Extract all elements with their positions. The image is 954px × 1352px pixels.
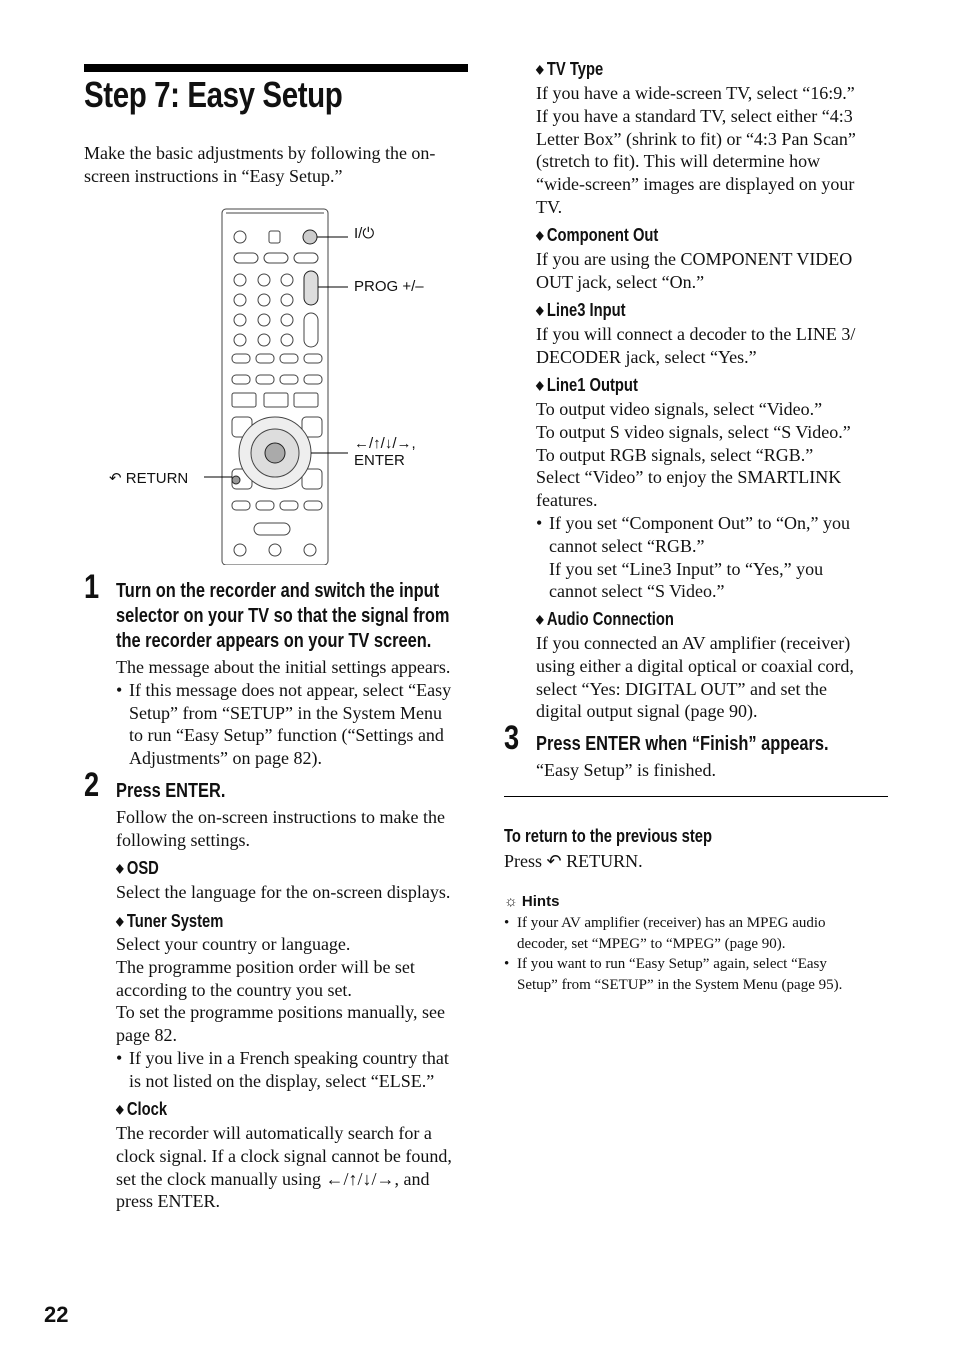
line1-bullet — [536, 512, 896, 603]
page-number: 22 — [44, 1302, 69, 1327]
line1-line: features. — [536, 490, 598, 511]
return-icon: ↶ — [109, 470, 122, 487]
component-line: OUT jack, select “On.” — [536, 271, 705, 292]
bullet-line: cannot select “S Video.” — [549, 581, 725, 602]
tvtype-line: (stretch to fit). This will determine how — [536, 151, 821, 172]
line3-line: If you will connect a decoder to the LINE 3/ — [536, 324, 856, 344]
line3-line: DECODER jack, select “Yes.” — [536, 346, 757, 367]
hints-heading — [504, 893, 559, 910]
tuner-line: Select your country or language. — [116, 934, 351, 954]
component-line: If you are using the COMPONENT VIDEO — [536, 249, 853, 269]
clock-line: clock signal. If a clock signal cannot be found, — [116, 1145, 452, 1166]
bullet-line: Setup” from “SETUP” in the System Menu — [129, 702, 442, 723]
step3-heading: Press ENTER when “Finish” appears. — [536, 733, 829, 755]
line1-line: To output video signals, select “Video.” — [536, 399, 823, 419]
tuner-bullet — [116, 1047, 476, 1093]
line1-line: Select “Video” to enjoy the SMARTLINK — [536, 467, 842, 488]
tvtype-line: Letter Box” (shrink to fit) or “4:3 Pan Scan” — [536, 128, 856, 149]
intro-paragraph: Make the basic adjustments by following the on-screen instructions in “Easy Setup.” — [84, 143, 436, 186]
step1-heading-line: selector on your TV so that the signal from — [116, 605, 450, 627]
osd-text: Select the language for the on-screen displays. — [116, 882, 451, 902]
step2-body — [116, 806, 476, 852]
diamond-icon: ◆ — [536, 303, 544, 317]
tvtype-line: If you have a wide-screen TV, select “16:9.” — [536, 83, 855, 103]
component-body — [536, 248, 896, 294]
step1-heading-line: Turn on the recorder and switch the input — [116, 580, 440, 602]
diamond-icon: ◆ — [536, 612, 544, 626]
hints-title: Hints — [521, 893, 560, 910]
prog-button-label: PROG +/– — [354, 278, 424, 295]
step1-text: The message about the initial settings appears. — [116, 657, 451, 677]
line3-body — [536, 323, 896, 369]
return-text-after: RETURN. — [566, 851, 643, 871]
diamond-icon: ◆ — [536, 378, 544, 392]
hint-line: Setup” from “SETUP” in the System Menu (page 95). — [517, 976, 843, 993]
step-number-3: 3 — [504, 719, 520, 757]
clock-line: set the clock manually using ←/↑/↓/→, and — [116, 1168, 430, 1189]
line1-line: To output RGB signals, select “RGB.” — [536, 444, 814, 465]
tuner-line: The programme position order will be set — [116, 956, 415, 977]
tuner-heading — [116, 910, 223, 932]
bullet-line: is not listed on the display, select “ELSE.” — [129, 1070, 435, 1091]
step2-heading: Press ENTER. — [116, 780, 226, 802]
step1-heading — [116, 579, 450, 654]
audio-line: using either a digital optical or coaxial cord, — [536, 655, 854, 676]
hint-item — [504, 913, 888, 954]
return-icon: ↶ — [546, 851, 562, 871]
bullet-line: to run “Easy Setup” function (“Settings and — [129, 725, 444, 746]
hint-line: • If your AV amplifier (receiver) has an MPEG audio — [517, 915, 826, 931]
page-title: Step 7: Easy Setup — [84, 74, 343, 115]
bullet-line: cannot select “RGB.” — [549, 535, 705, 556]
hint-line: decoder, set “MPEG” to “MPEG” (page 90). — [517, 935, 786, 952]
hint-line: • If you want to run “Easy Setup” again, select “Easy — [517, 956, 827, 972]
clock-line: press ENTER. — [116, 1191, 220, 1212]
tuner-line: To set the programme positions manually, see — [116, 1002, 446, 1023]
section-divider — [504, 796, 888, 797]
line1-body — [536, 398, 896, 603]
audio-heading — [536, 608, 674, 630]
audio-line: digital output signal (page 90). — [536, 701, 758, 722]
audio-body — [536, 632, 896, 723]
diamond-icon: ◆ — [116, 914, 124, 928]
clock-title: Clock — [126, 1099, 168, 1119]
audio-line: select “Yes: DIGITAL OUT” and set the — [536, 678, 827, 699]
tvtype-body — [536, 82, 896, 219]
tvtype-line: If you have a standard TV, select either “4:3 — [536, 105, 853, 126]
tvtype-heading — [536, 58, 603, 80]
diamond-icon: ◆ — [116, 1102, 124, 1116]
component-title: Component Out — [546, 225, 659, 245]
clock-line: The recorder will automatically search for a — [116, 1123, 432, 1143]
tvtype-title: TV Type — [546, 59, 604, 79]
remote-control-illustration — [84, 205, 468, 565]
tvtype-line: “wide-screen” images are displayed on your — [536, 174, 855, 195]
return-label-text: RETURN — [125, 470, 189, 487]
return-button-label — [109, 469, 188, 487]
tvtype-line: TV. — [536, 196, 563, 217]
audio-line: If you connected an AV amplifier (receiver) — [536, 633, 851, 653]
return-text — [504, 850, 643, 873]
line3-heading — [536, 299, 626, 321]
step2-text-line: following settings. — [116, 829, 250, 850]
line1-line: To output S video signals, select “S Video.” — [536, 421, 851, 442]
osd-title: OSD — [126, 858, 159, 878]
diamond-icon: ◆ — [116, 861, 124, 875]
bullet-line: If you set “Line3 Input” to “Yes,” you — [549, 558, 824, 579]
component-heading — [536, 224, 658, 246]
step1-bullet — [116, 679, 476, 770]
step1-heading-line: the recorder appears on your TV screen. — [116, 630, 432, 652]
hints-list — [504, 913, 888, 995]
bullet-line: • If you live in a French speaking country that — [129, 1047, 449, 1068]
step-number-2: 2 — [84, 766, 100, 804]
diamond-icon: ◆ — [536, 228, 544, 242]
line3-title: Line3 Input — [546, 300, 626, 320]
step3-text: “Easy Setup” is finished. — [536, 760, 716, 780]
audio-title: Audio Connection — [546, 609, 674, 629]
step2-text-line: Follow the on-screen instructions to make the — [116, 807, 445, 827]
title-bar — [84, 64, 468, 72]
step-number-1: 1 — [84, 568, 100, 606]
line1-heading — [536, 374, 638, 396]
clock-body — [116, 1122, 476, 1213]
line1-title: Line1 Output — [546, 375, 638, 395]
clock-heading — [116, 1098, 167, 1120]
enter-button-label: ENTER — [354, 452, 405, 469]
tuner-line: page 82. — [116, 1025, 177, 1046]
osd-heading — [116, 857, 159, 879]
power-button-label: I/⏻ — [354, 225, 375, 242]
arrow-buttons-label: ←/↑/↓/→, — [354, 435, 416, 452]
diamond-icon: ◆ — [536, 62, 544, 76]
hint-item — [504, 954, 888, 995]
intro-text — [84, 142, 468, 188]
tuner-title: Tuner System — [126, 911, 224, 931]
bullet-line: • If you set “Component Out” to “On,” you — [549, 512, 850, 533]
tuner-line: according to the country you set. — [116, 979, 352, 1000]
return-text-before: Press — [504, 851, 543, 871]
lightbulb-icon: ☼ — [504, 893, 518, 910]
step1-body — [116, 656, 476, 770]
tuner-body — [116, 933, 476, 1093]
return-heading: To return to the previous step — [504, 826, 713, 846]
bullet-line: Adjustments” on page 82). — [129, 748, 322, 769]
bullet-line: • If this message does not appear, select “Easy — [129, 679, 452, 700]
